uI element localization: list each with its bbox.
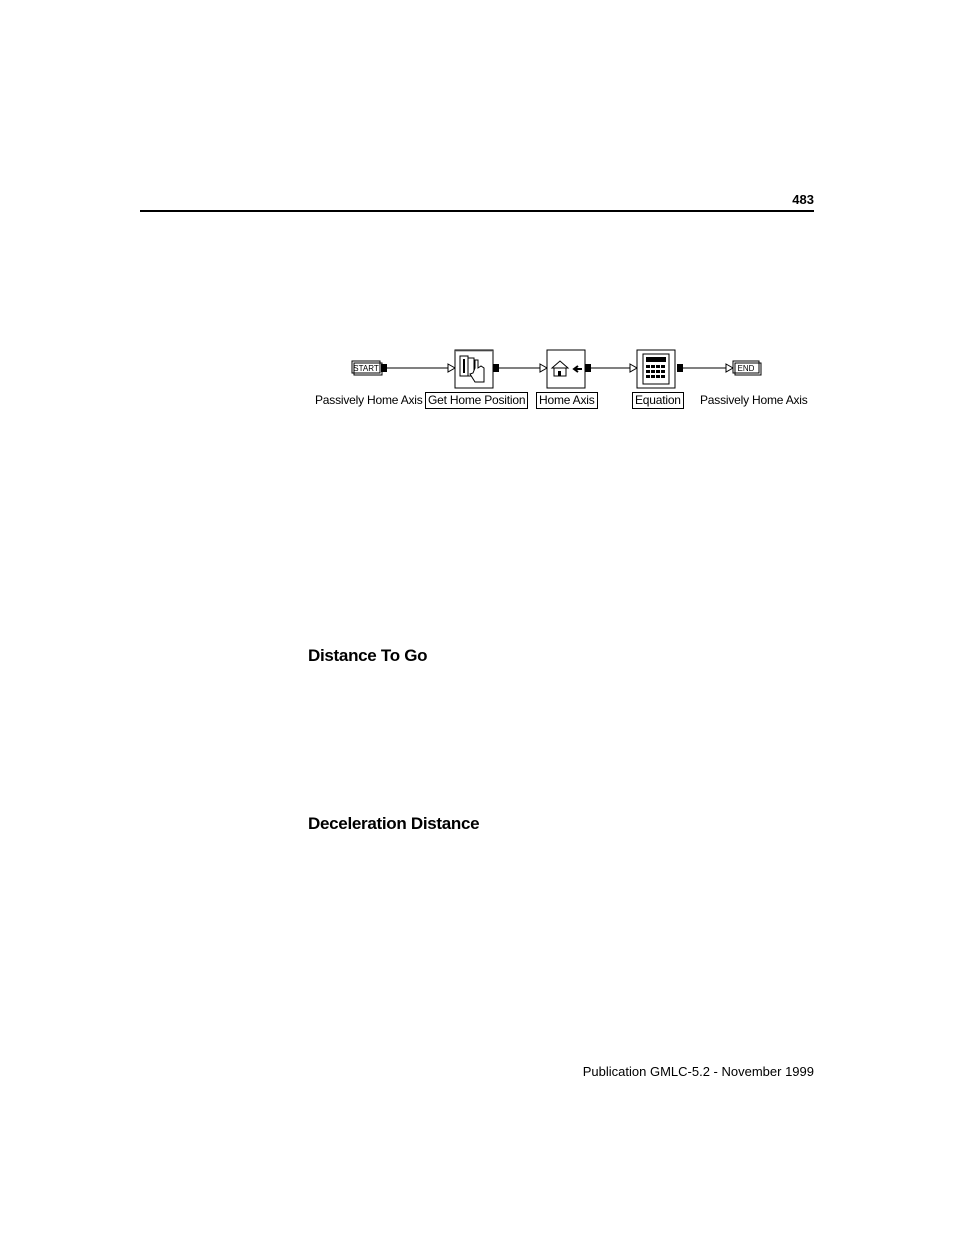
page-number: 483 (792, 192, 814, 207)
get-home-position-label: Get Home Position (425, 392, 528, 409)
flow-diagram (300, 340, 820, 420)
section-heading-deceleration-distance: Deceleration Distance (308, 814, 480, 833)
start-label: Passively Home Axis (315, 393, 423, 407)
equation-label: Equation (632, 392, 684, 409)
header-rule (140, 210, 814, 212)
section-heading-distance-to-go: Distance To Go (308, 646, 428, 665)
start-badge-text: START (353, 364, 379, 373)
publication-footer: Publication GMLC-5.2 - November 1999 (582, 1064, 814, 1079)
end-block (733, 361, 761, 375)
calculator-icon (643, 354, 669, 384)
flow-diagram-graphic (300, 340, 820, 400)
get-home-position-block (455, 350, 499, 388)
start-block (352, 361, 387, 375)
equation-block (637, 350, 683, 388)
end-label: Passively Home Axis (700, 393, 808, 407)
home-axis-block (547, 350, 591, 388)
home-axis-label: Home Axis (536, 392, 598, 409)
end-badge-text: END (737, 364, 755, 373)
